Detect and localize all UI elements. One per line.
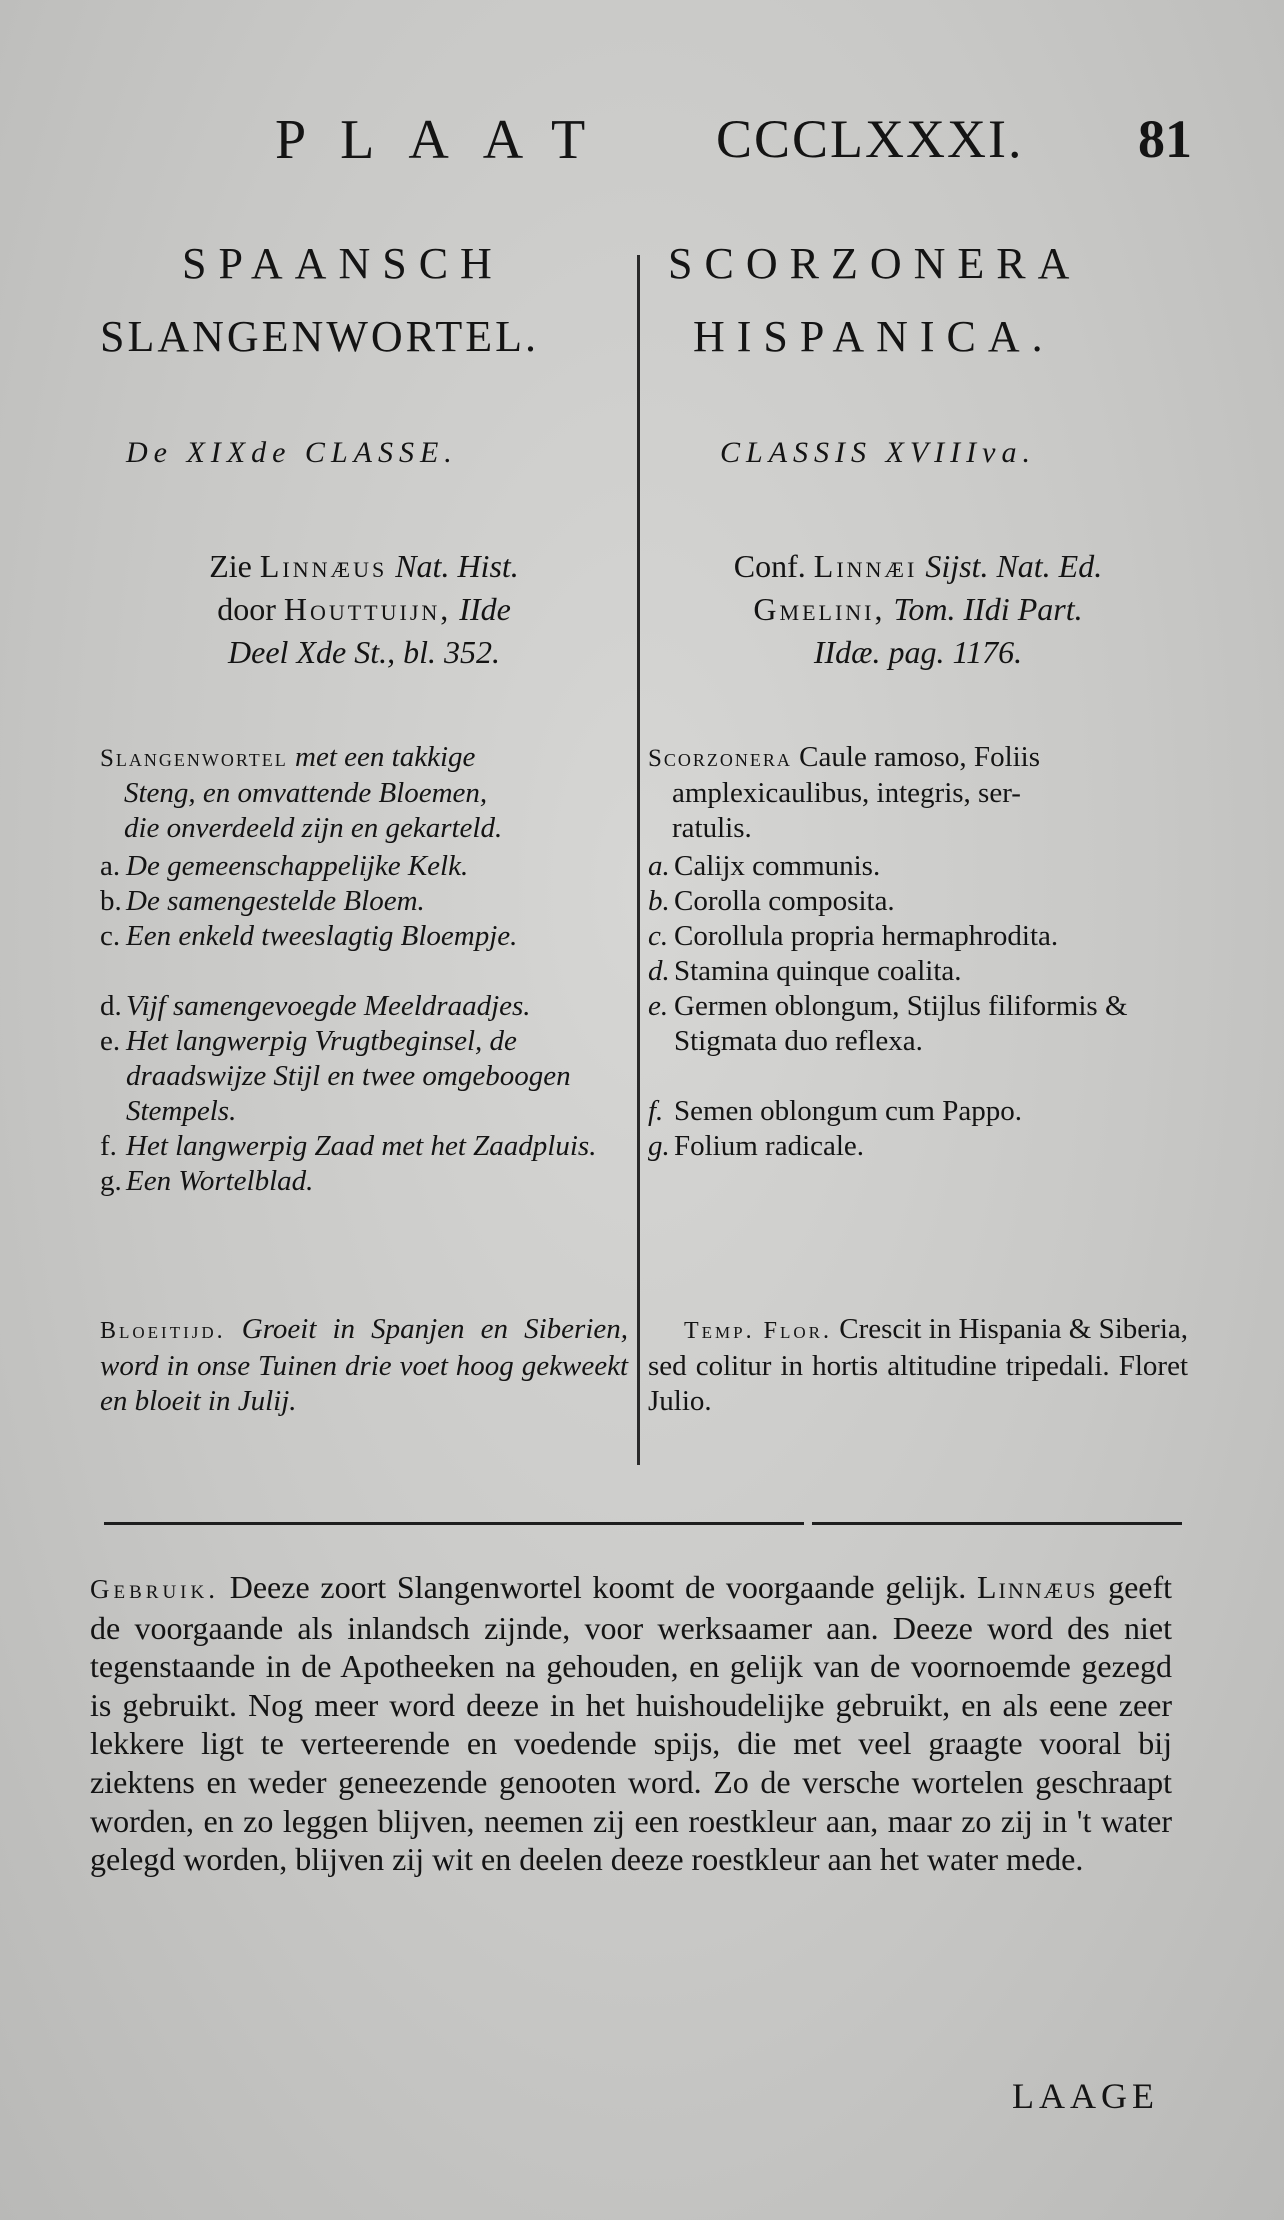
right-title-line1: SCORZONERA — [668, 239, 1082, 288]
section-rule-right — [812, 1522, 1182, 1525]
page-header — [0, 108, 1284, 178]
item-letter: g. — [648, 1130, 670, 1162]
left-ref-line3: Deel Xde St., bl. 352. — [228, 634, 500, 670]
list-item — [648, 884, 1188, 919]
right-desc-genus: Scorzonera — [648, 745, 792, 772]
right-desc-line3: ratulis. — [672, 812, 752, 844]
item-text: Vijf samengevoegde Meeldraadjes. — [126, 990, 531, 1022]
list-item — [648, 989, 1188, 1059]
left-title-line1: SPAANSCH — [182, 239, 504, 288]
right-classe-text: CLASSIS XVIIIva. — [720, 436, 1036, 469]
list-item — [100, 884, 628, 919]
list-item — [100, 1129, 628, 1164]
right-title-line2: HISPANICA. — [693, 312, 1055, 361]
left-desc-line2: Steng, en omvattende Bloemen, — [124, 777, 488, 809]
usage-paragraph — [90, 1568, 1172, 1879]
right-ref-line2-post: Tom. IIdi Part. — [893, 591, 1083, 627]
item-letter: a. — [648, 850, 670, 882]
left-ref-author: Linnæus — [259, 548, 388, 584]
item-text: Folium radicale. — [674, 1130, 865, 1162]
list-item — [648, 954, 1188, 989]
right-ref-line3: IIdæ. pag. 1176. — [813, 634, 1023, 670]
right-ref-author: Linnæi — [813, 548, 918, 584]
list-item — [648, 1094, 1188, 1129]
list-item — [648, 919, 1188, 954]
left-ref-line2-pre: door — [217, 591, 276, 627]
item-text: Stamina quinque coalita. — [674, 955, 962, 987]
page-number: 81 — [1138, 109, 1192, 169]
left-ref-pre: Zie — [209, 548, 252, 584]
item-letter: f. — [100, 1130, 117, 1162]
left-desc-genus: Slangenwortel — [100, 745, 288, 772]
right-bloei-text: Crescit in Hispania & Siberia, sed colitur in hortis altitudine tripedali. Floret Julio. — [648, 1313, 1188, 1417]
item-text: Corolla composita. — [674, 885, 895, 917]
left-classe — [100, 436, 628, 470]
usage-text-1: Deeze zoort Slangenwortel koomt de voorgaande gelijk. — [229, 1569, 967, 1605]
item-text: Semen oblongum cum Pappo. — [674, 1095, 1022, 1127]
right-desc-line1: Caule ramoso, Foliis — [799, 741, 1041, 773]
left-desc-line3: die onverdeeld zijn en gekarteld. — [124, 812, 503, 844]
left-classe-text: De XIXde CLASSE. — [126, 436, 458, 469]
right-title — [648, 238, 1188, 362]
right-classe — [648, 436, 1188, 470]
left-ref-line2-post: IIde — [459, 591, 511, 627]
item-letter: e. — [648, 990, 669, 1022]
item-letter: b. — [648, 885, 670, 917]
right-ref-pre: Conf. — [733, 548, 806, 584]
right-reference — [648, 545, 1188, 674]
left-description — [100, 740, 628, 1199]
catchword: LAAGE — [1012, 2076, 1159, 2116]
list-item — [100, 849, 628, 884]
list-item — [100, 989, 628, 1024]
left-bloei-text: Groeit in Spanjen en Siberien, word in onse Tuinen drie voet hoog gekweekt en bloeit in Julij. — [100, 1313, 629, 1417]
plate-number: CCCLXXXI. — [716, 109, 1024, 169]
item-text: Germen oblongum, Stijlus filiformis & Stigmata duo reflexa. — [674, 990, 1128, 1057]
left-flowering — [100, 1312, 628, 1419]
item-letter: g. — [100, 1165, 122, 1197]
item-text: Corollula propria hermaphrodita. — [674, 920, 1059, 952]
left-reference — [100, 545, 628, 674]
item-letter: d. — [100, 990, 122, 1022]
item-text: Een Wortelblad. — [126, 1165, 314, 1197]
left-ref-translator: Houttuijn, — [283, 591, 452, 627]
list-item — [100, 919, 628, 954]
right-bloei-label: Temp. Flor. — [684, 1318, 832, 1344]
right-ref-work: Sijst. Nat. Ed. — [925, 548, 1103, 584]
list-item — [100, 1164, 628, 1199]
column-divider — [637, 255, 640, 1465]
item-letter: e. — [100, 1025, 121, 1057]
item-text: De gemeenschappelijke Kelk. — [126, 850, 469, 882]
item-text: Het langwerpig Zaad met het Zaadpluis. — [126, 1130, 597, 1162]
left-title — [100, 238, 628, 362]
item-letter: d. — [648, 955, 670, 987]
list-item — [648, 1129, 1188, 1164]
right-ref-editor: Gmelini, — [753, 591, 886, 627]
right-description — [648, 740, 1188, 1164]
item-letter: c. — [648, 920, 669, 952]
section-rule-left — [104, 1522, 804, 1525]
left-ref-work: Nat. Hist. — [395, 548, 519, 584]
item-letter: a. — [100, 850, 121, 882]
item-letter: c. — [100, 920, 121, 952]
list-item — [100, 1024, 628, 1129]
usage-label: Gebruik. — [90, 1574, 219, 1604]
item-text: De samengestelde Bloem. — [126, 885, 425, 917]
item-letter: b. — [100, 885, 122, 917]
list-item — [648, 849, 1188, 884]
item-text: Een enkeld tweeslagtig Bloempje. — [126, 920, 518, 952]
usage-text-2: geeft de voorgaande als inlandsch zijnde, voor werksaamer aan. Deeze word des niet tegenstaande in de Apotheeken na gehouden, en gelijk van de voornoemde gezegd is gebruikt. Nog meer word deeze in het huishoudelijke gebruikt, en als eene zeer lekkere ligt te verteerende en voedende spijs, die met veel graagte vooral bij ziektens en weder geneezende genooten word. Zo de versche wortelen geschraapt worden, en zo leggen blijven, neemen zij een roestkleur aan, maar zo zij in 't water gelegd worden, blijven zij wit en deelen deeze roestkleur aan het water mede. — [90, 1569, 1173, 1878]
item-text: Calijx communis. — [674, 850, 881, 882]
right-desc-line2: amplexicaulibus, integris, ser- — [672, 777, 1021, 809]
item-text: Het langwerpig Vrugtbeginsel, de draadswijze Stijl en twee omgeboogen Stempels. — [126, 1025, 571, 1127]
plate-label: PLAAT — [275, 109, 620, 171]
left-bloei-label: Bloeitijd. — [100, 1318, 226, 1344]
left-desc-line1: met een takkige — [295, 741, 476, 773]
item-letter: f. — [648, 1095, 664, 1127]
usage-author: Linnæus — [976, 1569, 1098, 1605]
left-title-line2: SLANGENWORTEL. — [100, 312, 539, 361]
right-flowering — [648, 1312, 1188, 1419]
